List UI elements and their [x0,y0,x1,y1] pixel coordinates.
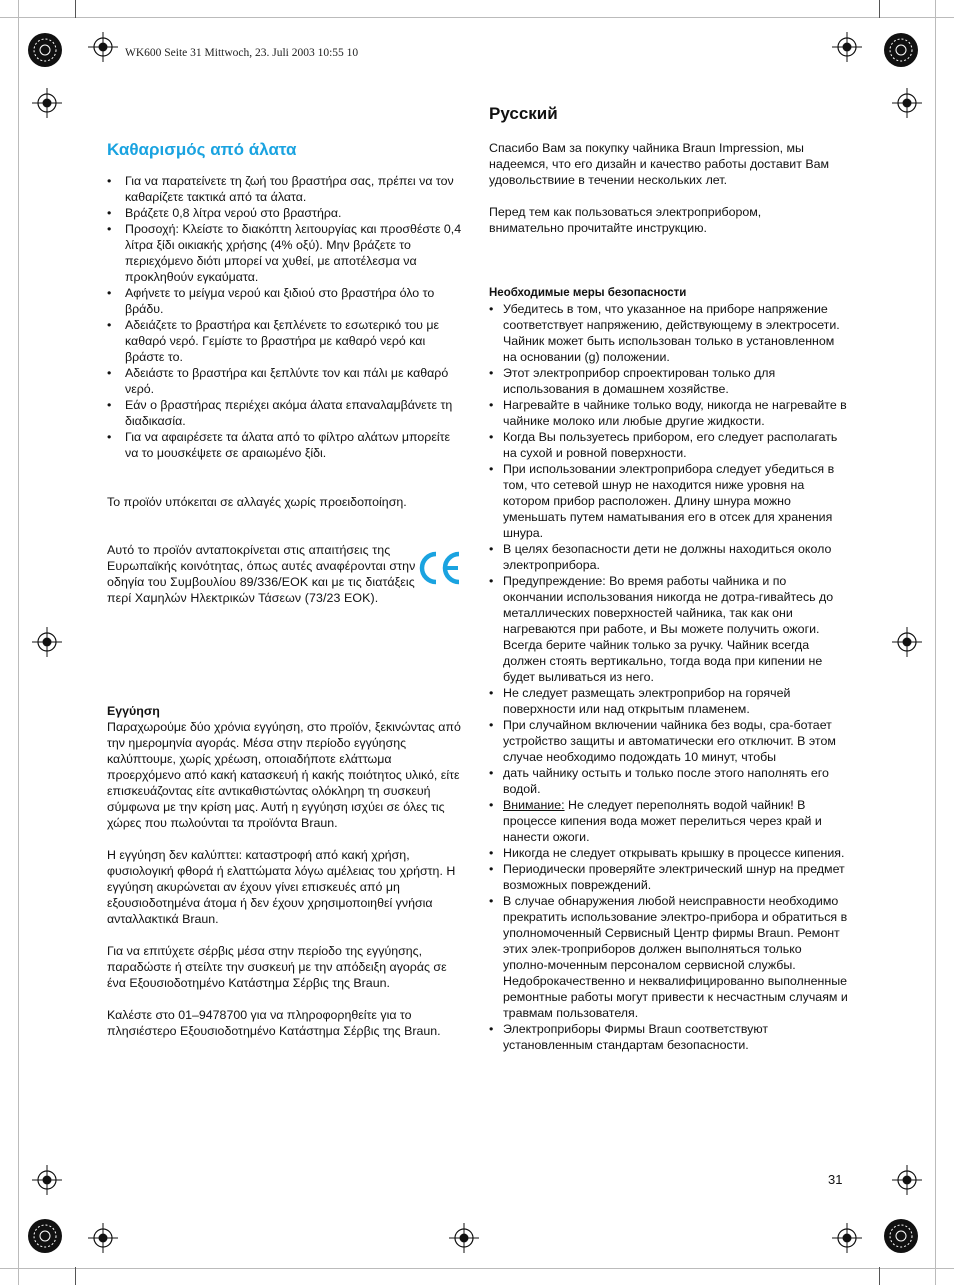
list-item: • Εάν ο βραστήρας περιέχει ακόμα άλατα επαναλαμβάνετε τη διαδικασία. [107,397,463,429]
crosshair-icon [832,32,862,62]
registration-target-icon [883,1218,919,1254]
greek-ce-statement: Αυτό το προϊόν ανταποκρίνεται στις απαιτήσεις της Ευρωπαϊκής κοινότητας, όπως αυτές αναφέρονται στην οδηγία του Συμβουλίου 89/336/ΕΟΚ και με τις διατάξεις περί Χαμηλών Ηλεκτρικών Τάσεων (73/23 ΕΟΚ). [107,543,416,605]
greek-descaling-list [107,173,463,461]
list-item: • Αδειάστε το βραστήρα και ξεπλύντε τον και πάλι με καθαρό νερό. [107,365,463,397]
greek-warranty [107,703,465,1039]
registration-target-icon [27,1218,63,1254]
registration-target-icon [883,32,919,68]
list-item: • Этот электроприбор спроектирован только для использования в домашнем хозяйстве. [489,365,849,397]
list-item: • Периодически проверяйте электрический шнур на предмет возможных повреждений. [489,861,849,893]
list-item: • Электроприборы Фирмы Braun соответствуют установленным стандартам безопасности. [489,1021,849,1053]
list-item: • Когда Вы пользуетесь прибором, его следует располагать на сухой и ровной поверхности. [489,429,849,461]
intro-paragraph: Перед тем как пользоваться электроприбором, внимательно прочитайте инструкцию. [489,205,762,235]
warning-label: Внимание: [503,798,565,812]
crosshair-icon [32,88,62,118]
crosshair-icon [892,1165,922,1195]
warranty-paragraph: Καλέστε στο 01–9478700 για να πληροφορηθείτε για το πλησιέστερο Εξουσιοδοτημένο Κατάστημα Σέρβις της Braun. [107,1008,441,1038]
list-item: • Предупреждение: Во время работы чайника и по окончании использования никогда не дотра-гивайтесь до металлических поверхностей чайника, так как они нагреваются при работе, и Вы можете получить ожоги. Всегда берите чайник только за ручку. Чайник всегда должен стоять вертикально, тогда вода при кипении не будет выливаться из него. [489,573,849,685]
list-item: • Για να αφαιρέσετε τα άλατα από το φίλτρο αλάτων μπορείτε να το μουσκέψετε σε αραιωμένο ξίδι. [107,429,463,461]
greek-section-title: Καθαρισμός από άλατα [107,140,297,159]
list-item: • Βράζετε 0,8 λίτρα νερού στο βραστήρα. [107,205,463,221]
list-item: • Προσοχή: Κλείστε το διακόπτη λειτουργίας και προσθέστε 0,4 λίτρα ξίδι οικιακής χρήσης (4% οξύ). Μην βράζετε το περιεχόμενο διότι μπορεί να χυθεί, με αποτέλεσμα να προκληθούν εγκαύματα. [107,221,463,285]
russian-safety [489,285,849,1053]
list-item: • Убедитесь в том, что указанное на приборе напряжение соответствует напряжению, действующему в электросети. Чайник может быть использован только в установленном на основании (g) положении. [489,301,849,365]
crosshair-icon [892,88,922,118]
greek-descaling-list-block [107,173,463,461]
crosshair-icon [32,627,62,657]
russian-intro [489,140,839,236]
warning-text: Не следует переполнять водой чайник! В процессе кипения вода может перелиться через край и нанести ожоги. [503,798,822,844]
list-item: • дать чайнику остыть и только после этого наполнять его водой. [489,765,849,797]
safety-title: Необходимые меры безопасности [489,287,687,299]
crosshair-icon [449,1223,479,1253]
list-item: • В целях безопасности дети не должны находиться около электроприбора. [489,541,849,573]
list-item: • Не следует размещать электроприбор на горячей поверхности или над открытым пламенем. [489,685,849,717]
warranty-title: Εγγύηση [107,704,160,718]
list-item: • В случае обнаружения любой неисправности необходимо прекратить использование электро-прибора и обратиться в уполномоченный Сервисный Центр фирмы Braun. Ремонт этих элек-троприборов должен выполняться только уполно-моченным персоналом сервисной службы. Недоброкачественно и неквалифицированно выполненные ремонтные работы могут привести к несчастным случаям и травмам пользователя. [489,893,849,1021]
warranty-paragraph: Για να επιτύχετε σέρβις μέσα στην περίοδο της εγγύησης, παραδώστε ή στείλτε την συσκευή με την απόδειξη αγοράς σε ένα Εξουσιοδοτημένο Κατάστημα Σέρβις της Braun. [107,944,447,990]
list-item: • Αδειάζετε το βραστήρα και ξεπλένετε το εσωτερικό του με καθαρό νερό. Γεμίστε το βραστήρα με καθαρό νερό και βράστε το. [107,317,463,365]
list-item-warning [489,797,849,845]
list-item: • При использовании электроприбора следует убедиться в том, что сетевой шнур не находится ниже уровня на котором прибор расположен. Длину шнура можно уменьшать путем наматывания его в отсек для хранения шнура. [489,461,849,541]
crosshair-icon [88,1223,118,1253]
crosshair-icon [832,1223,862,1253]
safety-list [489,301,849,1053]
warranty-paragraph: Παραχωρούμε δύο χρόνια εγγύηση, στο προϊόν, ξεκινώντας από την ημερομηνία αγοράς. Μέσα στην περίοδο εγγύησης καλύπτουμε, χωρίς χρέωση, οποιαδήποτε ελάττωμα προερχόμενο από κακή κατασκευή ή κακής ποιότητος υλικό, είτε επισκευάζοντας είτε αντικαθιστώντας ολόκληρη τη συσκευή σύμφωνα με την κρίση μας. Αυτή η εγγύηση ισχύει σε όλες τις χώρες που πωλούνται τα προϊόντα Braun. [107,720,461,830]
list-item: • Αφήνετε το μείγμα νερού και ξιδιού στο βραστήρα όλο το βράδυ. [107,285,463,317]
registration-target-icon [27,32,63,68]
russian-section-title: Русский [489,104,558,123]
crosshair-icon [892,627,922,657]
crosshair-icon [88,32,118,62]
page-number: 31 [828,1172,843,1187]
list-item: • При случайном включении чайника без воды, сра-ботает устройство защиты и автоматически его отключит. В этом случае необходимо подождать 10 минут, чтобы [489,717,849,765]
warranty-paragraph: Η εγγύηση δεν καλύπτει: καταστροφή από κακή χρήση, φυσιολογική φθορά ή ελαττώματα λόγω αμέλειας του χρήστη. Η εγγύηση ακυρώνεται αν έχουν γίνει επισκευές από μη εξουσιοδοτημένα άτομα ή δεν έχουν χρησιμοποιηθεί γνήσια ανταλλακτικά Braun. [107,848,456,926]
list-item: • Για να παρατείνετε τη ζωή του βραστήρα σας, πρέπει να τον καθαρίζετε τακτικά από τα άλατα. [107,173,463,205]
greek-change-notice: Το προϊόν υπόκειται σε αλλαγές χωρίς προειδοποίηση. [107,495,407,509]
intro-paragraph: Спасибо Вам за покупку чайника Braun Impression, мы надеемся, что его дизайн и качество работы доставит Вам удовольствиие в течении нескольких лет. [489,141,830,187]
list-item: • Никогда не следует открывать крышку в процессе кипения. [489,845,849,861]
ce-mark-icon [417,548,463,588]
list-item: • Нагревайте в чайнике только воду, никогда не нагревайте в чайнике молоко или любые другие жидкости. [489,397,849,429]
print-header: WK600 Seite 31 Mittwoch, 23. Juli 2003 10:55 10 [125,47,359,59]
crosshair-icon [32,1165,62,1195]
